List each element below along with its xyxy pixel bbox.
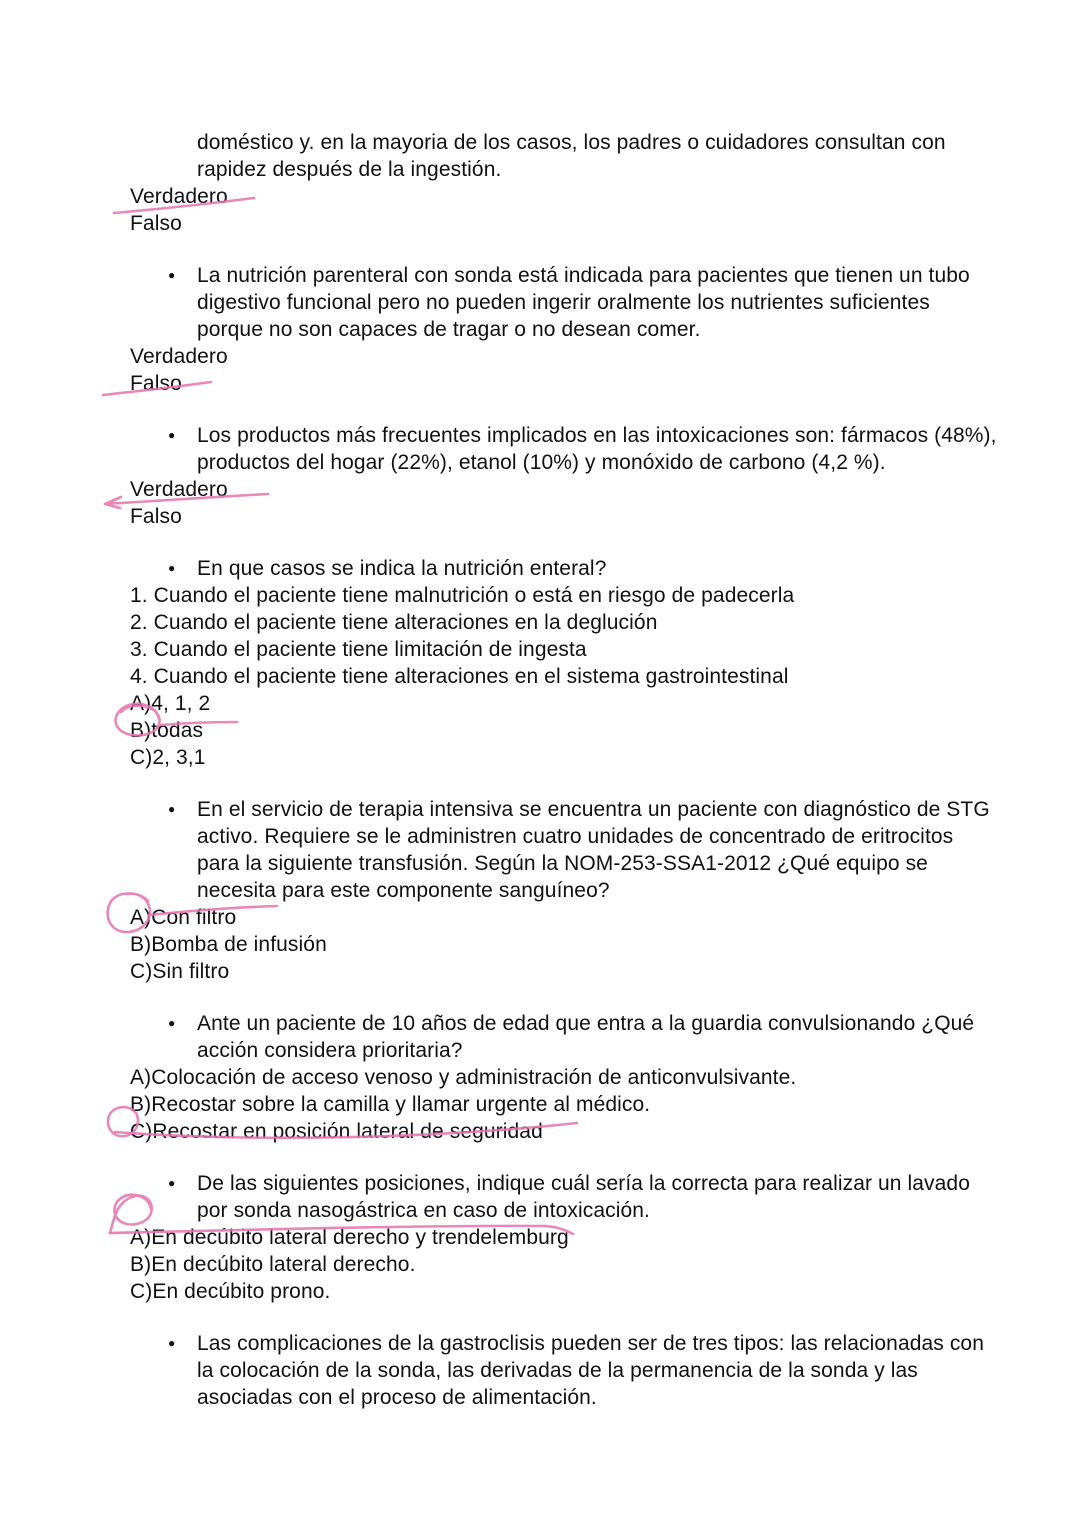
q3-body-line: productos del hogar (22%), etanol (10%) y monóxido de carbono (4,2 %). [197,451,886,474]
q5-body-line: activo. Requiere se le administren cuatro unidades de concentrado de eritrocitos [197,825,954,848]
quiz-content [130,129,1020,1436]
q6-body [130,1010,1020,1064]
bullet-icon: ● [168,428,176,442]
q7-option-c: C)En decúbito prono. [130,1280,331,1303]
q8-body-line: asociadas con el proceso de alimentación. [197,1386,597,1409]
question-block-4 [130,555,1020,771]
q4-option-a: A)4, 1, 2 [130,692,211,715]
q5-body [130,796,1020,904]
question-block-3 [130,422,1020,530]
q4-body [130,555,1020,582]
bullet-icon: ● [168,268,176,282]
q6-option-a: A)Colocación de acceso venoso y administración de anticonvulsivante. [130,1066,797,1089]
q1-answer-falso: Falso [130,212,182,235]
q2-answer-verdadero: Verdadero [130,345,228,368]
bullet-icon: ● [168,561,176,575]
q1-body [130,129,1020,183]
question-block-8 [130,1330,1020,1411]
q2-body [130,262,1020,343]
q1-answer-verdadero: Verdadero [130,185,228,208]
q3-body [130,422,1020,476]
q4-option-b: B)todas [130,719,204,742]
q7-body-line: De las siguientes posiciones, indique cuál sería la correcta para realizar un lavado [197,1172,970,1195]
q4-item: 4. Cuando el paciente tiene alteraciones en el sistema gastrointestinal [130,665,789,688]
question-block-7 [130,1170,1020,1305]
q4-item: 2. Cuando el paciente tiene alteraciones en la deglución [130,611,658,634]
q4-item: 1. Cuando el paciente tiene malnutrición o está en riesgo de padecerla [130,584,795,607]
q4-body-line: En que casos se indica la nutrición enteral? [197,557,607,580]
q5-body-line: para la siguiente transfusión. Según la NOM-253-SSA1-2012 ¿Qué equipo se [197,852,928,875]
q5-option-c: C)Sin filtro [130,960,230,983]
question-block-6 [130,1010,1020,1145]
q6-body-line: acción considera prioritaria? [197,1039,463,1062]
q3-answer-verdadero: Verdadero [130,478,228,501]
bullet-icon: ● [168,802,176,816]
q1-body-line: doméstico y. en la mayoria de los casos, los padres o cuidadores consultan con [197,131,946,154]
bullet-icon: ● [168,1336,176,1350]
q6-option-c: C)Recostar en posición lateral de seguridad [130,1120,543,1143]
q5-body-line: En el servicio de terapia intensiva se encuentra un paciente con diagnóstico de STG [197,798,990,821]
q8-body-line: la colocación de la sonda, las derivadas de la permanencia de la sonda y las [197,1359,918,1382]
q3-body-line: Los productos más frecuentes implicados en las intoxicaciones son: fármacos (48%), [197,424,997,447]
q5-body-line: necesita para este componente sanguíneo? [197,879,610,902]
q3-answer-falso: Falso [130,505,182,528]
q7-option-b: B)En decúbito lateral derecho. [130,1253,416,1276]
q7-option-a: A)En decúbito lateral derecho y trendelemburg [130,1226,569,1249]
q7-body [130,1170,1020,1224]
q4-option-c: C)2, 3,1 [130,746,206,769]
q5-option-a: A)Con filtro [130,906,237,929]
bullet-icon: ● [168,1176,176,1190]
q2-body-line: La nutrición parenteral con sonda está indicada para pacientes que tienen un tubo [197,264,970,287]
q2-answer-falso: Falso [130,372,182,395]
q8-body-line: Las complicaciones de la gastroclisis pueden ser de tres tipos: las relacionadas con [197,1332,984,1355]
q6-option-b: B)Recostar sobre la camilla y llamar urgente al médico. [130,1093,651,1116]
question-block-2 [130,262,1020,397]
question-block-1 [130,129,1020,237]
bullet-icon: ● [168,1016,176,1030]
q7-body-line: por sonda nasogástrica en caso de intoxicación. [197,1199,650,1222]
q4-item: 3. Cuando el paciente tiene limitación de ingesta [130,638,587,661]
q6-body-line: Ante un paciente de 10 años de edad que entra a la guardia convulsionando ¿Qué [197,1012,975,1035]
q1-body-line: rapidez después de la ingestión. [197,158,502,181]
q8-body [130,1330,1020,1411]
q2-body-line: porque no son capaces de tragar o no desean comer. [197,318,701,341]
q2-body-line: digestivo funcional pero no pueden ingerir oralmente los nutrientes suficientes [197,291,930,314]
q5-option-b: B)Bomba de infusión [130,933,327,956]
question-block-5 [130,796,1020,985]
